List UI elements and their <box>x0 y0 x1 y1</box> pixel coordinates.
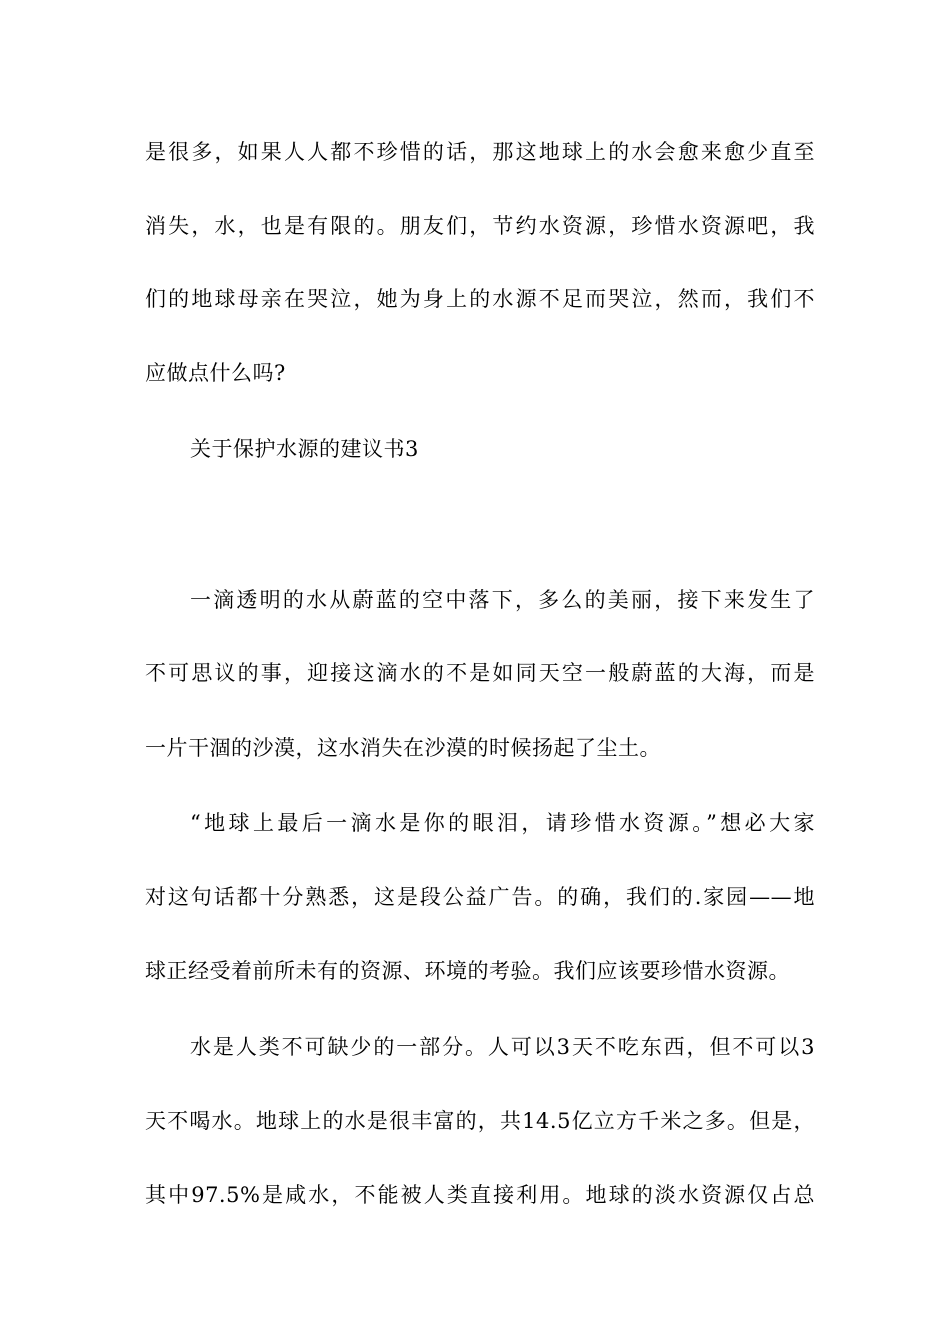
paragraph-line: 不可思议的事，迎接这滴水的不是如同天空一般蔚蓝的大海，而是 <box>145 661 815 685</box>
section-heading: 关于保护水源的建议书3 <box>190 437 419 461</box>
paragraph-line: 是很多，如果人人都不珍惜的话，那这地球上的水会愈来愈少直至 <box>145 140 815 164</box>
paragraph-line: 一滴透明的水从蔚蓝的空中落下，多么的美丽，接下来发生了 <box>190 588 815 612</box>
paragraph-line: 一片干涸的沙漠，这水消失在沙漠的时候扬起了尘土。 <box>145 736 661 760</box>
paragraph-line: 对这句话都十分熟悉，这是段公益广告。的确，我们的.家园——地 <box>145 885 815 909</box>
paragraph-line: 消失，水，也是有限的。朋友们，节约水资源，珍惜水资源吧，我 <box>145 214 815 238</box>
paragraph-line: 们的地球母亲在哭泣，她为身上的水源不足而哭泣，然而，我们不 <box>145 287 815 311</box>
paragraph-line: 水是人类不可缺少的一部分。人可以3天不吃东西，但不可以3 <box>190 1035 815 1059</box>
paragraph-line: 应做点什么吗? <box>145 361 286 385</box>
paragraph-line: 球正经受着前所未有的资源、环境的考验。我们应该要珍惜水资源。 <box>145 959 790 983</box>
paragraph-line: 天不喝水。地球上的水是很丰富的，共14.5亿立方千米之多。但是， <box>145 1109 815 1133</box>
paragraph-line: 其中97.5%是咸水，不能被人类直接利用。地球的淡水资源仅占总 <box>145 1183 815 1207</box>
paragraph-line: “地球上最后一滴水是你的眼泪，请珍惜水资源。”想必大家 <box>190 811 815 835</box>
